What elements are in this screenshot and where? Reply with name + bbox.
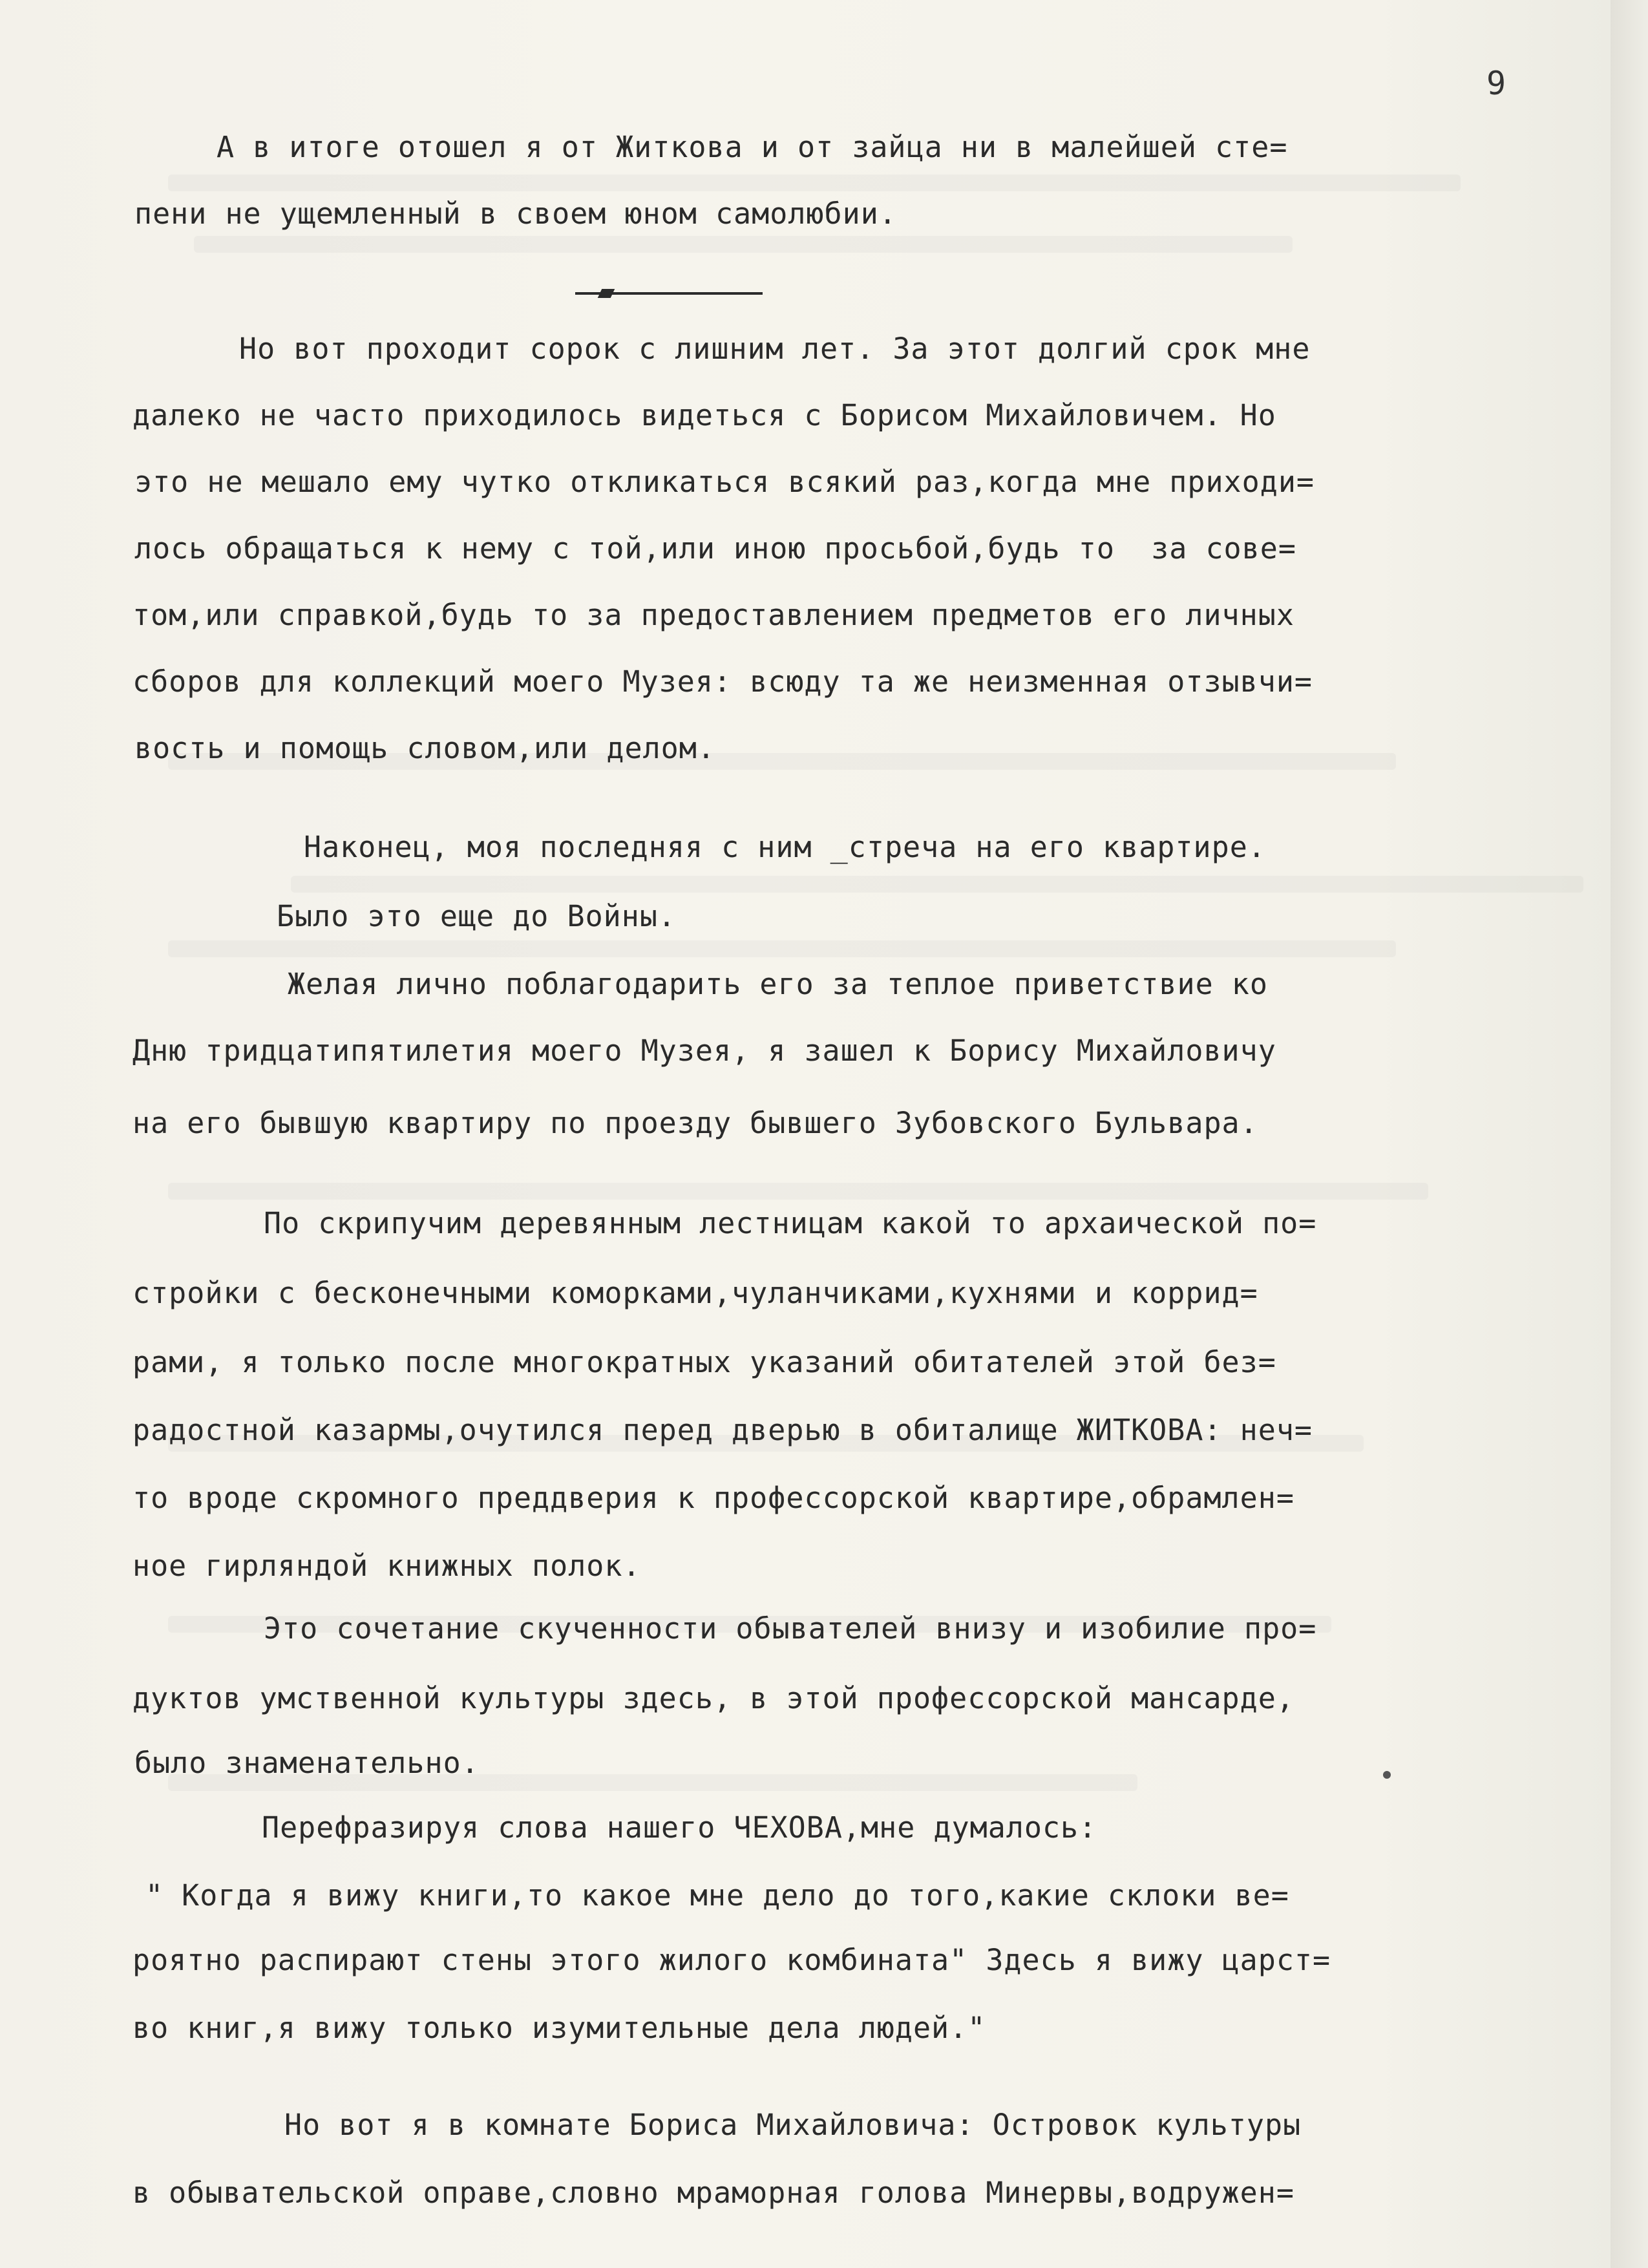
text-line: дуктов умственной культуры здесь, в этой профессорской мансарде, (132, 1681, 1294, 1715)
page-number: 9 (1486, 65, 1506, 102)
text-line: Наконец, моя последняя с ним _стреча на его квартире. (304, 830, 1266, 864)
text-line: том,или справкой,будь то за предоставлением предметов его личных (132, 598, 1294, 632)
text-line: далеко не часто приходилось видеться с Борисом Михайловичем. Но (132, 398, 1276, 432)
text-line: Это сочетание скученности обывателей внизу и изобилие про= (264, 1611, 1317, 1646)
text-line: Но вот я в комнате Бориса Михайловича: Островок культуры (284, 2108, 1302, 2142)
text-line: вость и помощь словом,или делом. (134, 731, 715, 765)
text-line: в обывательской оправе,словно мраморная голова Минервы,водружен= (132, 2176, 1294, 2210)
text-line: Но вот проходит сорок с лишним лет. За этот долгий срок мне (239, 332, 1311, 366)
text-line: это не мешало ему чутко откликаться всякий раз,когда мне приходи= (134, 465, 1315, 499)
page-edge (1611, 0, 1648, 2268)
section-divider (575, 292, 763, 295)
text-line: А в итоге отошел я от Житкова и от зайца ни в малейшей сте= (217, 130, 1288, 164)
ink-spot (1383, 1771, 1391, 1779)
text-line: было знаменательно. (134, 1746, 480, 1780)
text-line: рами, я только после многократных указаний обитателей этой без= (132, 1345, 1276, 1379)
bleed-through (194, 236, 1293, 253)
text-line: на его бывшую квартиру по проезду бывшего Зубовского Бульвара. (132, 1106, 1258, 1140)
bleed-through (168, 1183, 1428, 1200)
text-line: лось обращаться к нему с той,или иною просьбой,будь то за сове= (134, 531, 1296, 566)
text-line: Было это еще до Войны. (277, 899, 677, 933)
text-line: По скрипучим деревянным лестницам какой то архаической по= (264, 1206, 1317, 1240)
text-line: во книг,я вижу только изумительные дела людей." (132, 2011, 986, 2045)
bleed-through (168, 940, 1396, 957)
text-line: радостной казармы,очутился перед дверью в обиталище ЖИТКОВА: неч= (132, 1413, 1313, 1447)
text-line: Дню тридцатипятилетия моего Музея, я зашел к Борису Михайловичу (132, 1033, 1276, 1068)
text-line: " Когда я вижу книги,то какое мне дело до того,какие склоки ве= (145, 1878, 1289, 1913)
text-line: то вроде скромного преддверия к профессорской квартире,обрамлен= (132, 1481, 1294, 1515)
text-line: пени не ущемленный в своем юном самолюбии. (134, 196, 897, 231)
text-line: Желая лично поблагодарить его за теплое приветствие ко (288, 967, 1268, 1001)
text-line: роятно распирают стены этого жилого комбината" Здесь я вижу царст= (132, 1943, 1331, 1977)
bleed-through (291, 876, 1583, 893)
bleed-through (168, 175, 1461, 191)
text-line: стройки с бесконечными коморками,чуланчиками,кухнями и коррид= (132, 1276, 1258, 1310)
text-line: Перефразируя слова нашего ЧЕХОВА,мне думалось: (262, 1810, 1097, 1845)
text-line: сборов для коллекций моего Музея: всюду та же неизменная отзывчи= (132, 664, 1313, 699)
text-line: ное гирляндой книжных полок. (132, 1549, 641, 1583)
